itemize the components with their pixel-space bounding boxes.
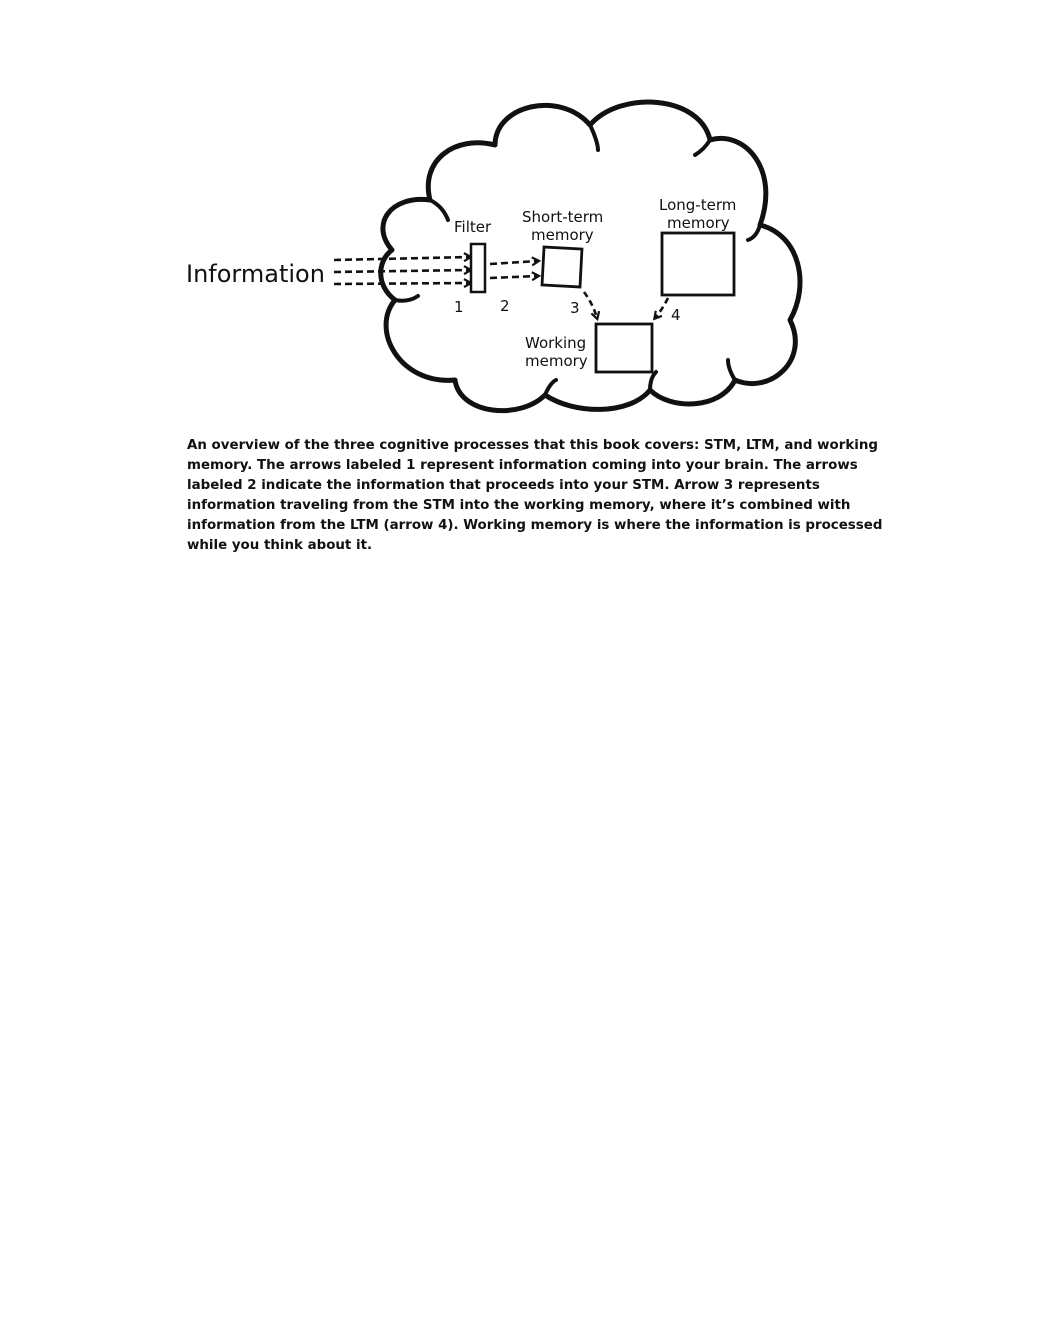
information-label: Information	[186, 260, 325, 288]
stm-label: memory	[531, 226, 594, 244]
cloud-fold	[748, 225, 760, 240]
short-term-memory-box	[542, 247, 582, 287]
stm-label: Short-term	[522, 208, 604, 226]
arrow-ltm-to-working	[655, 298, 668, 318]
filter-label: Filter	[454, 218, 492, 236]
filter-box	[471, 244, 485, 292]
cognitive-processes-diagram	[0, 0, 1062, 430]
brain-cloud-outline	[381, 102, 800, 411]
arrow-label-2: 2	[500, 297, 510, 315]
ltm-label: memory	[667, 214, 730, 232]
incoming-arrows	[334, 257, 470, 284]
cloud-fold	[430, 200, 448, 220]
arrow-stm-to-working	[584, 292, 597, 318]
ltm-label: Long-term	[659, 196, 737, 214]
cloud-fold	[395, 296, 418, 301]
cloud-fold	[728, 360, 735, 380]
arrow-label-4: 4	[671, 306, 681, 324]
cloud-fold	[650, 372, 656, 390]
cloud-fold	[695, 140, 710, 155]
cloud-fold	[545, 380, 556, 395]
working-memory-box	[596, 324, 652, 372]
wm-label: Working	[525, 334, 587, 352]
arrow-label-3: 3	[570, 299, 580, 317]
stm-arrows	[490, 261, 538, 278]
wm-label: memory	[525, 352, 588, 370]
cloud-fold	[590, 125, 598, 150]
long-term-memory-box	[662, 233, 734, 295]
arrow-label-1: 1	[454, 298, 464, 316]
figure-caption: An overview of the three cognitive processes that this book covers: STM, LTM, and working memory. The arrows labeled 1 represent information coming into your brain. The arrows labeled 2 indicate the information that proceeds into your STM. Arrow 3 represents information traveling from the STM into the working memory, where it’s combined with information from the LTM (arrow 4). Working memory is where the information is processed while you think about it.	[187, 438, 883, 553]
